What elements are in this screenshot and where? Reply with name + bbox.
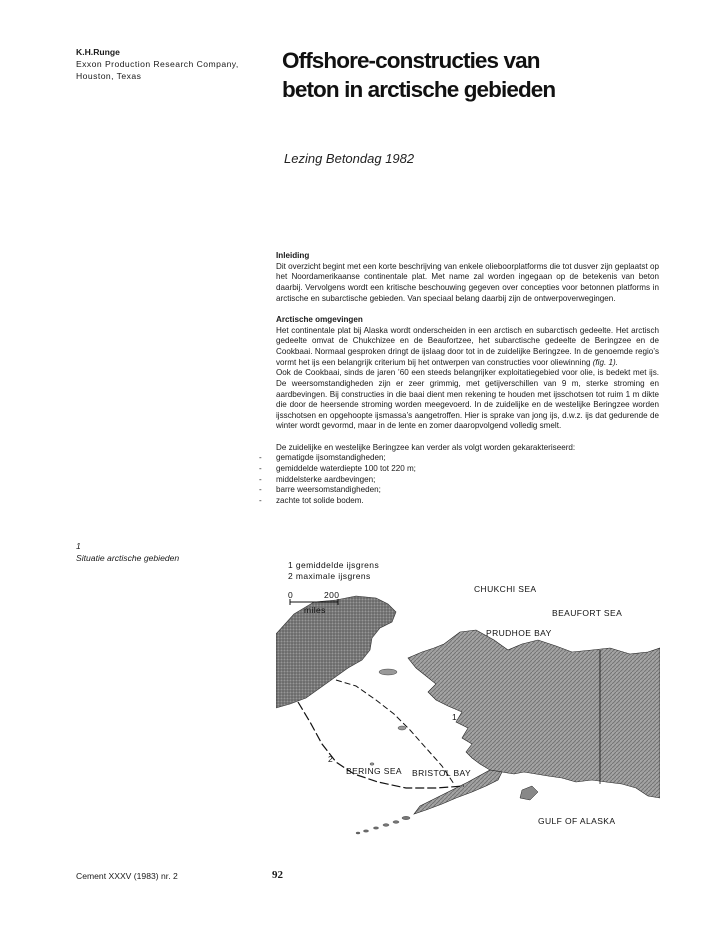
figure-number: 1 bbox=[76, 541, 81, 551]
list-item-text: barre weersomstandigheden; bbox=[276, 485, 381, 495]
journal-footer: Cement XXXV (1983) nr. 2 bbox=[76, 871, 178, 881]
ice-line-label-2: 2 bbox=[328, 754, 334, 764]
list-item bbox=[259, 464, 659, 475]
legend-mean-ice-limit: 1 gemiddelde ijsgrens bbox=[288, 560, 380, 570]
figure-caption bbox=[76, 540, 266, 564]
article-subtitle: Lezing Betondag 1982 bbox=[284, 151, 415, 166]
list-item-text: gemiddelde waterdiepte 100 tot 220 m; bbox=[276, 464, 416, 474]
kodiak-island bbox=[520, 786, 538, 800]
author-location: Houston, Texas bbox=[76, 71, 142, 81]
scale-max: 200 bbox=[324, 590, 340, 600]
label-bristol-bay: BRISTOL BAY bbox=[412, 768, 472, 778]
figure-reference: (fig. 1). bbox=[592, 357, 618, 367]
paragraph-arctisch-3: De zuidelijke en westelijke Beringzee kan verder als volgt worden gekarakteriseerd: bbox=[276, 442, 576, 452]
label-beaufort-sea: BEAUFORT SEA bbox=[552, 608, 623, 618]
list-marker: - bbox=[259, 474, 262, 484]
heading-arctische-omgevingen: Arctische omgevingen bbox=[276, 314, 363, 324]
siberia-landmass bbox=[276, 596, 396, 708]
paragraph-arctisch-2: Ook de Cookbaai, sinds de jaren ’60 een steeds belangrijker exploitatiegebied voor olie, is bedekt met ijs. De weersomstandigheden zijn er zeer grimmig, met getijverschillen van 9 m, sterke stroming en aardbevingen. Bij constructies in die baai dient men rekening te houden met ijsschotsen tot ruim 1 m dikte die door de heersende stroming worden meegevoerd. In de zuidelijke en de westelijke Beringzee worden ijsschotsen en opgehoopte ijsmassa’s aangetroffen. Hier is sprake van jong ijs, d.w.z. ijs dat gedurende de winter wordt gevormd, maar in de lente en zomer daaropvolgend volledig smelt. bbox=[276, 368, 659, 431]
list-marker: - bbox=[259, 453, 262, 463]
pribilof-islands bbox=[370, 763, 374, 765]
heading-inleiding: Inleiding bbox=[276, 251, 310, 260]
nunivak-island bbox=[398, 726, 406, 730]
list-item bbox=[259, 474, 659, 486]
title-line-1: Offshore-constructies van bbox=[282, 48, 540, 73]
article-body bbox=[259, 251, 659, 507]
label-chukchi-sea: CHUKCHI SEA bbox=[474, 584, 537, 594]
alaska-map-figure bbox=[276, 552, 660, 846]
list-marker: - bbox=[259, 496, 262, 506]
figure-caption-text: Situatie arctische gebieden bbox=[76, 553, 180, 563]
author-name: K.H.Runge bbox=[76, 47, 120, 57]
page-number: 92 bbox=[272, 869, 283, 881]
list-item bbox=[259, 453, 659, 464]
label-bering-sea: BERING SEA bbox=[346, 766, 402, 776]
title-line-2: beton in arctische gebieden bbox=[282, 77, 556, 102]
ice-line-label-1: 1 bbox=[452, 712, 458, 722]
scale-unit: miles bbox=[304, 605, 326, 615]
map-legend bbox=[288, 560, 379, 581]
label-prudhoe-bay: PRUDHOE BAY bbox=[486, 628, 552, 638]
author-affiliation: Exxon Production Research Company, bbox=[76, 59, 239, 69]
paragraph-arctisch-1 bbox=[276, 326, 659, 369]
author-block bbox=[76, 46, 246, 82]
list-marker: - bbox=[259, 464, 262, 474]
scale-zero: 0 bbox=[288, 590, 294, 600]
list-item-text: zachte tot solide bodem. bbox=[276, 496, 364, 506]
characteristics-list bbox=[259, 453, 659, 506]
legend-max-ice-limit: 2 maximale ijsgrens bbox=[288, 571, 371, 581]
label-gulf-of-alaska: GULF OF ALASKA bbox=[538, 816, 616, 826]
article-title bbox=[282, 46, 682, 104]
list-item bbox=[259, 496, 659, 507]
aleutian-islands bbox=[356, 816, 410, 834]
paragraph-inleiding: Dit overzicht begint met een korte beschrijving van enkele olieboorplatforms die tot dusver zijn geplaatst op het Noordamerikaanse continentale plat. Met name zal worden ingegaan op de betekenis van beton daarbij. Vervolgens wordt een kritische beschouwing gegeven over concepties voor betonnen platforms in arctische en subarctische gebieden. Van speciaal belang daarbij zijn de ontwerpoverwegingen. bbox=[276, 261, 659, 303]
list-marker: - bbox=[259, 485, 262, 495]
paragraph-arctisch-1-text: Het continentale plat bij Alaska wordt onderscheiden in een arctisch en subarctisch gedeelte. Het arctisch gedeelte omvat de Chukchizee en de Beaufortzee, het subarctische gedeelte de Beringzee en de Cookbaai. Normaal gesproken dringt de ijslaag door tot in de zuidelijke Beringzee. In de genoemde regio’s vormt het ijs een belangrijk criterium bij het ontwerpen van constructies voor oliewinning bbox=[276, 325, 659, 367]
list-item-text: middelsterke aardbevingen; bbox=[276, 474, 376, 484]
list-item-text: gematigde ijsomstandigheden; bbox=[276, 453, 386, 463]
st-lawrence-island bbox=[379, 669, 397, 675]
list-item bbox=[259, 485, 659, 496]
